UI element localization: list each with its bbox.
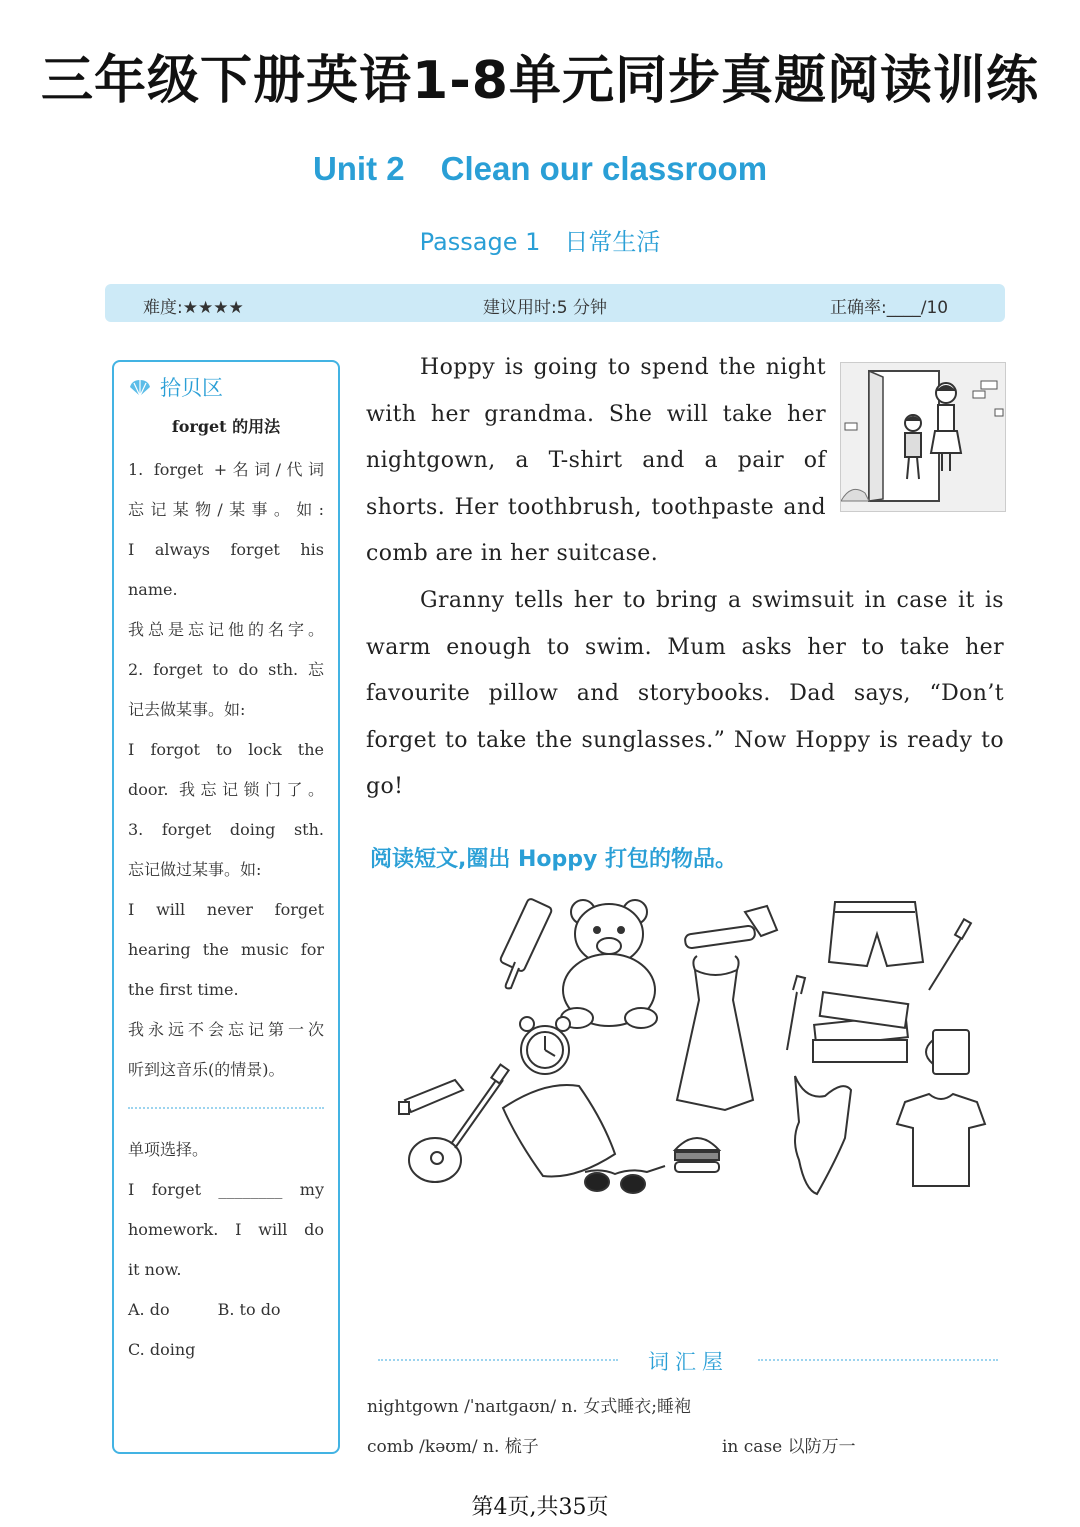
toothpaste-icon[interactable] (399, 1080, 463, 1114)
story-line: favourite pillow and storybooks. Dad says, “Don’t (366, 681, 1004, 706)
multiple-choice-question (128, 1130, 324, 1370)
shell-icon (128, 379, 152, 397)
info-bar (105, 284, 1005, 322)
accuracy-score: 正确率:____/10 (830, 298, 949, 318)
suggested-time: 建议用时:5 分钟 (483, 298, 607, 318)
story-line: warm enough to swim. Mum asks her to take her (366, 634, 1004, 660)
vocabulary-header (378, 1346, 998, 1376)
question-line: homework. I will do (128, 1220, 324, 1239)
usage-line: 我永远不会忘记第一次 (128, 1020, 324, 1039)
usage-line: 3. forget doing sth. (128, 820, 324, 839)
t-shirt-icon[interactable] (897, 1094, 985, 1186)
dress-icon[interactable] (677, 956, 753, 1110)
usage-line: I will never forget (128, 900, 324, 919)
option-a[interactable]: A. do (128, 1300, 170, 1319)
vocab-entry-nightgown: nightgown /ˈnaɪtɡaʊn/ n. 女式睡衣;睡袍 (367, 1397, 691, 1417)
vocab-divider-left (378, 1359, 618, 1361)
shorts-icon[interactable] (829, 902, 923, 966)
usage-line: 记去做某事。如: (128, 700, 246, 719)
teddy-bear-icon[interactable] (561, 900, 657, 1028)
options-row (128, 1290, 324, 1330)
usage-line: I always forget his (128, 540, 324, 559)
story-paragraph-1 (366, 345, 826, 578)
vocab-entry-in-case: in case 以防万一 (722, 1437, 856, 1457)
toothbrush-icon[interactable] (929, 919, 971, 990)
mug-icon[interactable] (926, 1030, 969, 1074)
guitar-icon[interactable] (409, 1065, 509, 1182)
story-line: Hoppy is going to spend the night (420, 355, 826, 380)
usage-line: 1. forget +名词/代词 (128, 460, 324, 479)
story-line: nightgown, a T-shirt and a pair of (366, 448, 826, 473)
sidebar-header (128, 372, 223, 402)
usage-line: the first time. (128, 980, 239, 999)
story-line: forget to take the sunglasses.” Now Hoppy is ready to (366, 727, 1004, 753)
sidebar-subtitle: forget 的用法 (171, 417, 281, 436)
page-number: 第4页,共35页 (471, 1495, 609, 1520)
hammer-icon[interactable] (684, 906, 777, 949)
comb-icon[interactable] (499, 898, 552, 989)
question-title: 单项选择。 (128, 1140, 209, 1159)
vocabulary-title: 词汇屋 (648, 1350, 729, 1374)
usage-line: hearing the music for (128, 940, 324, 959)
passage-heading (0, 222, 1080, 257)
usage-line: 听到这音乐(的情景)。 (128, 1060, 285, 1079)
story-line: with her grandma. She will take her (366, 401, 826, 427)
story-line: comb are in her suitcase. (366, 541, 659, 566)
fork-icon[interactable] (787, 976, 805, 1050)
usage-line: 忘记做过某事。如: (128, 860, 262, 879)
usage-notes (128, 450, 324, 1090)
pillow-icon[interactable] (503, 1085, 615, 1177)
usage-line: name. (128, 580, 178, 599)
usage-line: 我总是忘记他的名字。 (128, 620, 324, 639)
vocab-divider-right (758, 1359, 998, 1361)
question-line: it now. (128, 1260, 182, 1279)
usage-line: 忘记某物/某事。如: (128, 500, 324, 519)
difficulty-rating: 难度:★★★★ (143, 298, 244, 318)
sidebar-divider (128, 1107, 324, 1109)
story-line: go! (366, 774, 404, 799)
passage-topic: 日常生活 (564, 228, 661, 256)
packing-items-illustration (395, 890, 995, 1210)
hamburger-icon[interactable] (675, 1138, 719, 1172)
unit-title (0, 150, 1080, 188)
passage-label: Passage 1 (419, 228, 541, 256)
sunglasses-icon[interactable] (585, 1166, 665, 1193)
option-b[interactable]: B. to do (217, 1300, 281, 1319)
tips-sidebar (112, 360, 340, 1454)
usage-line: door. 我忘记锁门了。 (128, 780, 324, 799)
page-title: 三年级下册英语1-8单元同步真题阅读训练 (41, 51, 1039, 111)
sidebar-title: 拾贝区 (160, 376, 223, 400)
story-paragraph-2 (366, 578, 1004, 811)
usage-line: 2. forget to do sth. 忘 (128, 660, 324, 679)
unit-name: Clean our classroom (440, 150, 768, 187)
vocab-entry-comb: comb /kəʊm/ n. 梳子 (367, 1437, 539, 1457)
task-instruction: 阅读短文,圈出 Hoppy 打包的物品。 (370, 847, 738, 872)
story-line: Granny tells her to bring a swimsuit in case it is (420, 588, 1004, 613)
story-line: shorts. Her toothbrush, toothpaste and (366, 494, 826, 520)
unit-label: Unit 2 (312, 150, 405, 187)
swimsuit-icon[interactable] (795, 1076, 851, 1194)
alarm-clock-icon[interactable] (520, 1017, 570, 1074)
question-line: I forget ________ my (128, 1180, 324, 1199)
usage-line: I forgot to lock the (128, 740, 324, 759)
option-c[interactable]: C. doing (128, 1340, 196, 1359)
storybooks-icon[interactable] (813, 992, 908, 1062)
door-scene-illustration (840, 362, 1006, 512)
